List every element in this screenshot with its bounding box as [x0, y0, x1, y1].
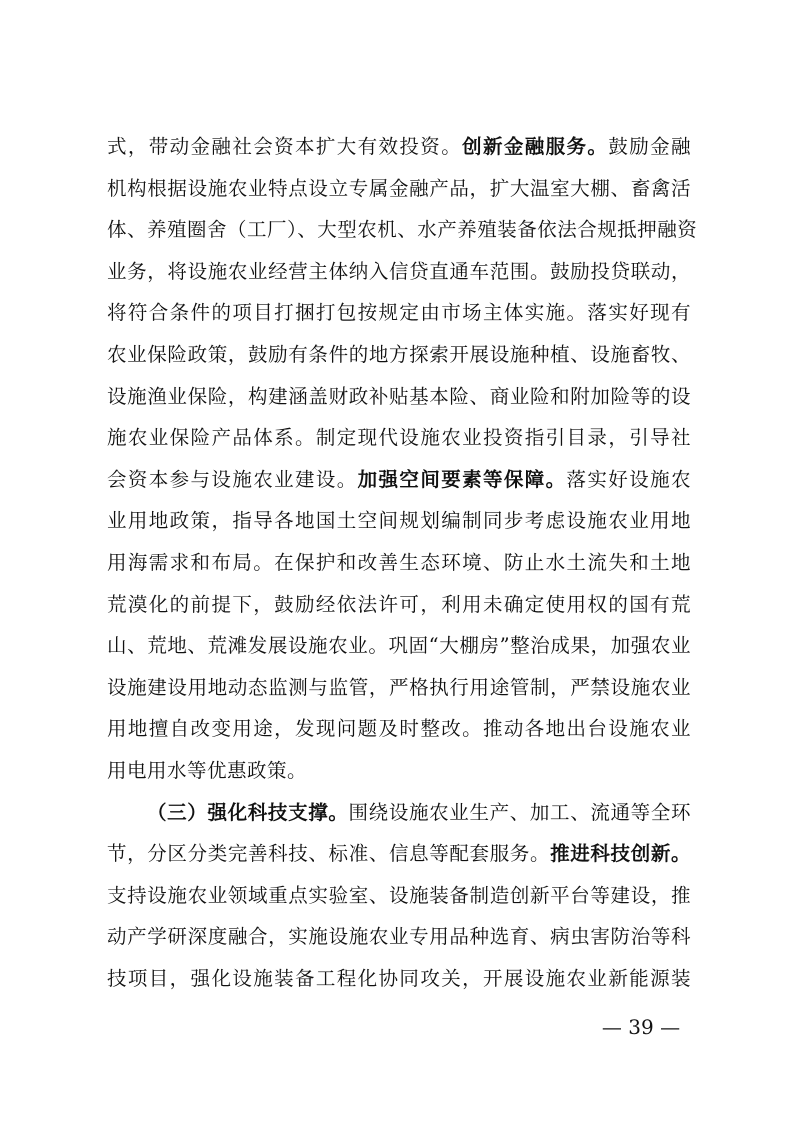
text-line [107, 750, 691, 792]
text-segment: 机构根据设施农业特点设立专属金融产品，扩大温室大棚、畜禽活 [107, 176, 691, 200]
text-segment: 鼓励金融 [608, 135, 691, 158]
text-segment: 动产学研深度融合，实施设施农业专用品种选育、病虫害防治等科 [107, 925, 691, 949]
text-line [107, 833, 691, 875]
text-line [107, 625, 691, 667]
text-segment: 用电用水等优惠政策。 [107, 758, 308, 782]
text-segment: 围绕设施农业生产、加工、流通等全环 [348, 800, 691, 824]
text-line [107, 292, 691, 334]
text-segment: 式，带动金融社会资本扩大有效投资。 [107, 135, 463, 158]
text-line [107, 459, 691, 501]
bold-heading-segment: 推进科技创新。 [550, 842, 691, 866]
text-line [107, 792, 691, 834]
page-number: — 39 — [601, 1015, 681, 1039]
text-line [107, 376, 691, 418]
text-segment: 用地擅自改变用途，发现问题及时整改。推动各地出台设施农业 [107, 717, 691, 741]
text-segment: 体、养殖圈舍（工厂）、大型农机、水产养殖装备依法合规抵押融资 [107, 218, 698, 242]
text-line [107, 251, 691, 293]
text-segment: 农业保险政策，鼓励有条件的地方探索开展设施种植、设施畜牧、 [107, 342, 691, 366]
text-line [107, 209, 698, 251]
text-line [107, 875, 691, 917]
text-segment: 用海需求和布局。在保护和改善生态环境、防止水土流失和土地 [107, 550, 691, 574]
bold-heading-segment: （三）强化科技支撑。 [147, 800, 349, 824]
text-line [107, 500, 691, 542]
text-segment: 山、荒地、荒滩发展设施农业。巩固“大棚房”整治成果，加强农业 [107, 634, 691, 658]
bold-heading-segment: 创新金融服务。 [462, 135, 609, 158]
bold-heading-segment: 加强空间要素等保障。 [357, 467, 567, 491]
text-line [107, 126, 691, 168]
text-segment: 落实好设施农 [566, 467, 691, 491]
body-text [107, 126, 698, 999]
text-line [107, 667, 691, 709]
text-segment: 支持设施农业领域重点实验室、设施装备制造创新平台等建设，推 [107, 883, 691, 907]
text-line [107, 542, 691, 584]
text-line [107, 334, 691, 376]
text-line [107, 708, 691, 750]
text-segment: 会资本参与设施农业建设。 [107, 467, 358, 491]
text-segment: 荒漠化的前提下，鼓励经依法许可，利用未确定使用权的国有荒 [107, 592, 691, 616]
text-segment: 技项目，强化设施装备工程化协同攻关，开展设施农业新能源装 [107, 966, 691, 990]
text-segment: 施农业保险产品体系。制定现代设施农业投资指引目录，引导社 [107, 426, 691, 450]
text-segment: 设施渔业保险，构建涵盖财政补贴基本险、商业险和附加险等的设 [107, 384, 691, 408]
text-line [107, 584, 691, 626]
text-line [107, 916, 691, 958]
text-segment: 业用地政策，指导各地国土空间规划编制同步考虑设施农业用地 [107, 509, 691, 533]
text-line [107, 168, 691, 210]
text-line [107, 417, 691, 459]
text-line [107, 958, 691, 1000]
text-segment: 节，分区分类完善科技、标准、信息等配套服务。 [107, 842, 551, 866]
text-segment: 设施建设用地动态监测与监管，严格执行用途管制，严禁设施农业 [107, 675, 691, 699]
text-segment: 业务，将设施农业经营主体纳入信贷直通车范围。鼓励投贷联动， [107, 259, 691, 283]
text-segment: 将符合条件的项目打捆打包按规定由市场主体实施。落实好现有 [107, 301, 691, 325]
